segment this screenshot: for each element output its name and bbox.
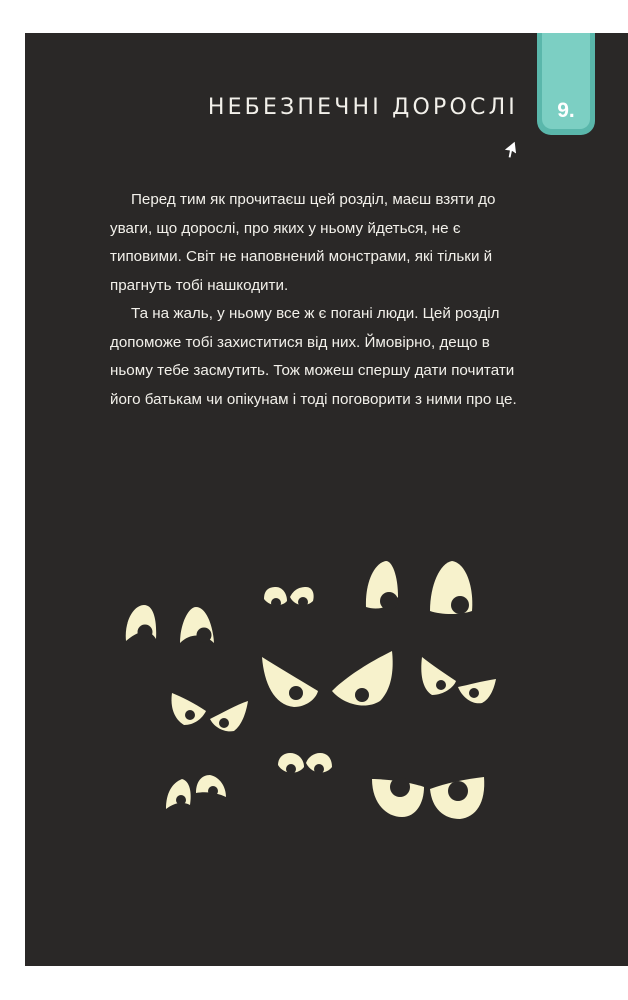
eye-pair-7: [166, 775, 226, 809]
chapter-intro: [110, 186, 530, 414]
eye-pair-6: [172, 693, 249, 731]
chapter-tab-inner: [542, 33, 590, 129]
eye-pair-3: [366, 561, 472, 614]
paragraph-2: Та на жаль, у ньому все ж є погані люди. Цей розділ допоможе тобі захиститися від них. Ймовірно, дещо в ньому тебе засмутить. Тож можеш спершу дати почитати його батькам чи опікунам і тоді поговорити з ними про це.: [110, 305, 517, 408]
eye-pair-4: [262, 651, 393, 707]
eye-pair-1: [126, 605, 214, 643]
chapter-title: НЕБЕЗПЕЧНІ ДОРОСЛІ: [207, 95, 518, 120]
eye-pair-2: [264, 587, 314, 608]
paragraph-1: Перед тим як прочитаєш цей розділ, маєш взяти до уваги, що дорослі, про яких у ньому йдеться, не є типовими. Світ не наповнений монстрами, які тільки й прагнуть тобі нашкодити.: [110, 191, 496, 294]
eye-pair-9: [372, 777, 484, 819]
book-page: [25, 33, 628, 966]
glowing-eyes-illustration: [110, 553, 510, 823]
cursor-arrow-icon: [500, 139, 520, 161]
eye-pair-5: [421, 657, 496, 703]
chapter-number: 9.: [557, 99, 575, 122]
chapter-tab: [537, 33, 595, 135]
eye-pair-8: [278, 753, 332, 774]
